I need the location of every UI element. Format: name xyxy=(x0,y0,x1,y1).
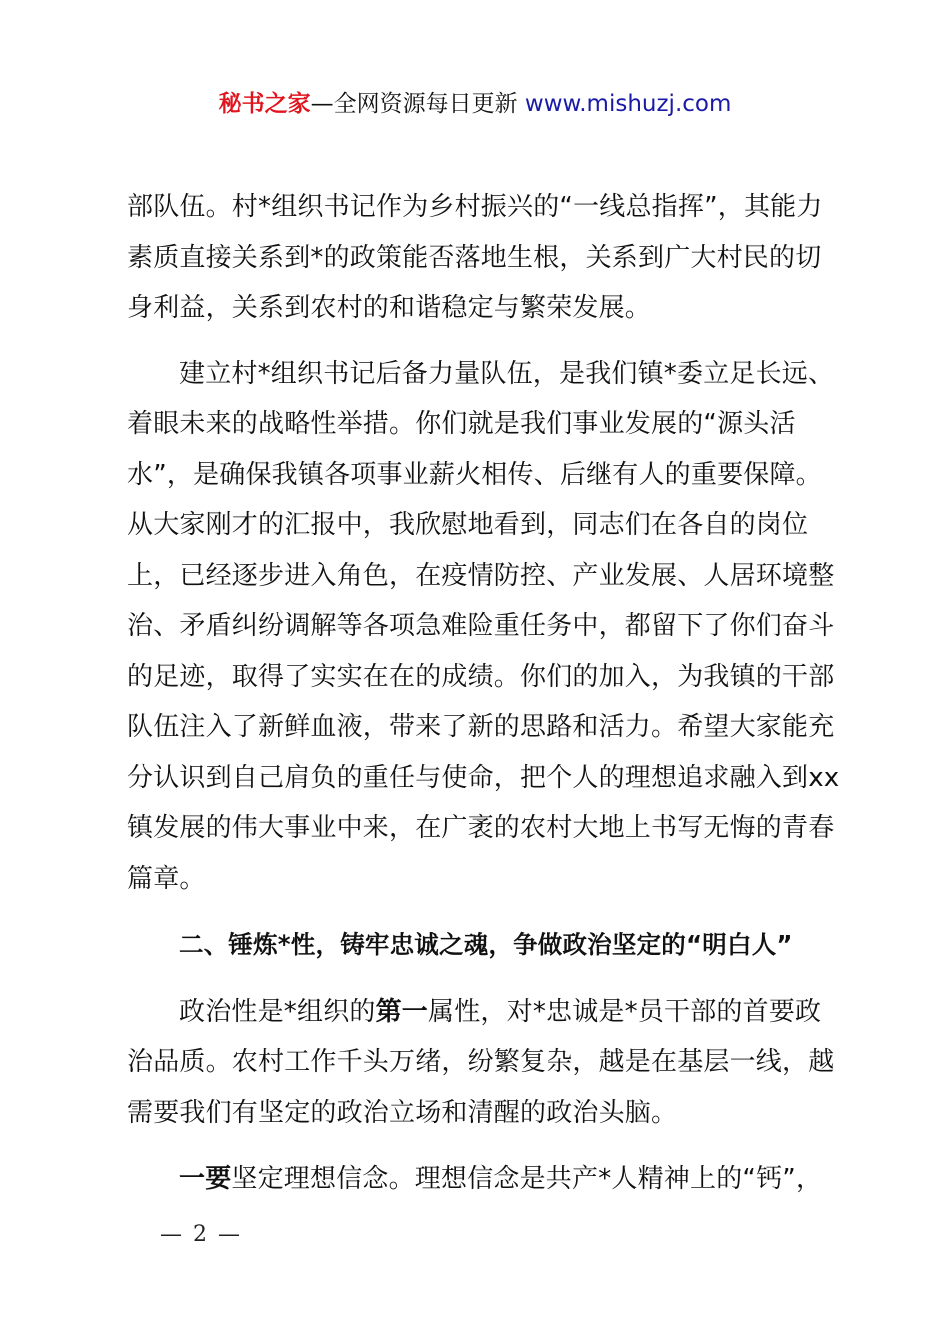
p3-bold-text: 第一 xyxy=(375,996,429,1027)
section-heading-2: 二、锤炼*性，铸牢忠诚之魂，争做政治坚定的“明白人” xyxy=(179,930,793,959)
brand-name: 秘书之家 xyxy=(218,91,311,117)
p4-text: 坚定理想信念。理想信念是共产*人精神上的“钙”， xyxy=(231,1164,823,1194)
header-slogan: —全网资源每日更新 xyxy=(310,91,518,117)
header-url-link[interactable]: www.mishuzj.com xyxy=(524,91,732,117)
p4-bold-lead: 一要 xyxy=(179,1164,232,1194)
paragraph-continuation: 部队伍。村*组织书记作为乡村振兴的“一线总指挥”，其能力素质直接关系到*的政策能否落地生根，关系到广大村民的切身利益，关系到农村的和谐稳定与繁荣发展。 xyxy=(127,192,823,323)
p3-text-b: 属性，对*忠诚是*员干部的首要政治品质。农村工作千头万绪，纷繁复杂，越是在基层一线，越需要我们有坚定的政治立场和清醒的政治头脑。 xyxy=(127,996,835,1128)
paragraph-reserve-force: 建立村*组织书记后备力量队伍，是我们镇*委立足长远、着眼未来的战略性举措。你们就是我们事业发展的“源头活水”，是确保我镇各项事业薪火相传、后继有人的重要保障。从大家刚才的汇报中，我欣慰地看到，同志们在各自的岗位上，已经逐步进入角色，在疫情防控、产业发展、人居环境整治、矛盾纠纷调解等各项急难险重任务中，都留下了你们奋斗的足迹，取得了实实在在的成绩。你们的加入，为我镇的干部队伍注入了新鲜血液，带来了新的思路和活力。希望大家能充分认识到自己肩负的重任与使命，把个人的理想追求融入到xx镇发展的伟大事业中来，在广袤的农村大地上书写无悔的青春篇章。 xyxy=(127,358,840,894)
p3-text-a: 政治性是*组织的 xyxy=(179,996,376,1027)
paragraph-political-nature xyxy=(127,987,847,1139)
document-body xyxy=(127,182,847,1205)
paragraph-ideals xyxy=(127,1154,847,1205)
site-header xyxy=(0,86,950,122)
page-number: — 2 — xyxy=(160,1222,242,1247)
